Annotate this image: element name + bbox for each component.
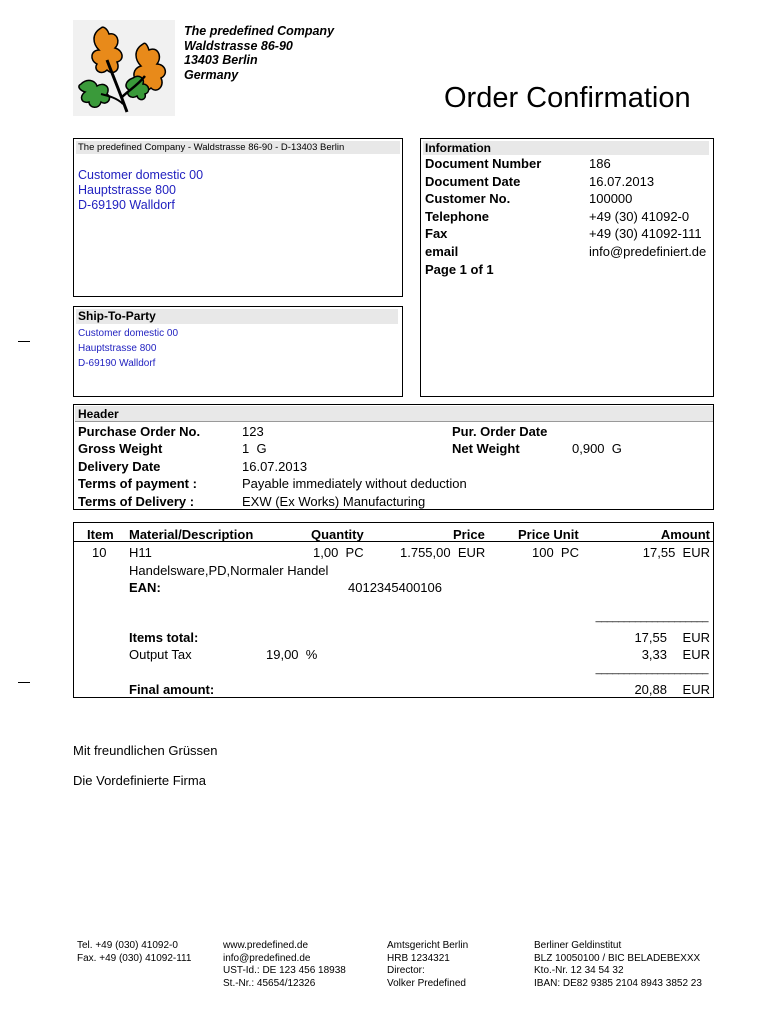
footer-hrb: HRB 1234321	[387, 952, 450, 964]
delivery-date-label: Delivery Date	[78, 459, 161, 474]
company-name: The predefined Company	[184, 24, 335, 38]
line-quantity: 1,00 PC	[313, 545, 364, 560]
footer-blz-bic: BLZ 10050100 / BIC BELADEBEXXX	[534, 952, 701, 964]
ship-to-heading: Ship-To-Party	[76, 309, 398, 324]
info-value-email: info@predefiniert.de	[589, 244, 707, 259]
footer-email: info@predefined.de	[223, 952, 311, 964]
delivery-date-value: 16.07.2013	[242, 459, 308, 474]
document-title: Order Confirmation	[444, 82, 691, 114]
col-item: Item	[87, 527, 114, 542]
information-box	[420, 138, 714, 397]
footer-vat-id: UST-Id.: DE 123 456 18938	[223, 965, 346, 976]
items-header-row	[74, 523, 713, 542]
company-city: 13403 Berlin	[184, 53, 258, 67]
sender-line: The predefined Company - Waldstrasse 86-90 - D-13403 Berlin	[76, 141, 400, 154]
info-label-document-number: Document Number	[425, 156, 542, 171]
col-material: Material/Description	[129, 527, 254, 542]
tax-label: Output Tax	[129, 647, 192, 662]
footer-website: www.predefined.de	[223, 940, 309, 951]
line-description: Handelsware,PD,Normaler Handel	[129, 563, 329, 578]
footer-fax: Fax. +49 (030) 41092-111	[77, 952, 192, 964]
net-weight-value: 0,900 G	[572, 441, 622, 456]
tax-rate: 19,00 %	[266, 647, 318, 662]
closing-greeting: Mit freundlichen Grüssen	[73, 743, 218, 758]
final-amount-value: 20,88	[634, 682, 667, 697]
items-total-value: 17,55	[634, 630, 667, 645]
gross-weight-label: Gross Weight	[78, 441, 163, 456]
footer-director-name: Volker Predefined	[387, 977, 466, 989]
line-material: H11	[129, 545, 152, 560]
line-price: 1.755,00 EUR	[400, 545, 486, 560]
closing-signature: Die Vordefinierte Firma	[73, 773, 206, 788]
info-label-telephone: Telephone	[425, 209, 490, 224]
subtotal-rule: ____________________	[595, 611, 708, 623]
footer-tax-no: St.-Nr.: 45654/12326	[223, 977, 316, 989]
fold-mark-bottom	[18, 682, 30, 683]
items-box	[73, 522, 714, 698]
delivery-terms-value: EXW (Ex Works) Manufacturing	[242, 494, 426, 509]
line-item: 10	[92, 545, 107, 560]
info-value-fax: +49 (30) 41092-111	[589, 226, 702, 241]
info-label-customer-no: Customer No.	[425, 191, 511, 206]
info-label-document-date: Document Date	[425, 174, 521, 189]
po-value: 123	[242, 424, 264, 439]
gross-weight-value: 1 G	[242, 441, 267, 456]
ship-to-street: Hauptstrasse 800	[78, 343, 157, 354]
col-price-unit: Price Unit	[518, 527, 579, 542]
tax-value: 3,33	[641, 647, 667, 662]
ship-to-address	[78, 326, 178, 371]
company-address	[184, 24, 334, 82]
info-value-document-date: 16.07.2013	[589, 174, 655, 189]
footer-iban: IBAN: DE82 9385 2104 8943 3852 23	[534, 977, 702, 989]
customer-city: D-69190 Walldorf	[78, 198, 175, 212]
info-value-document-number: 186	[589, 156, 611, 171]
customer-name: Customer domestic 00	[78, 168, 204, 182]
payment-terms-label: Terms of payment :	[78, 476, 197, 491]
col-amount: Amount	[660, 527, 710, 542]
final-amount-currency: EUR	[682, 682, 710, 697]
line-amount: 17,55 EUR	[642, 545, 710, 560]
fold-mark-top	[18, 341, 30, 342]
header-heading: Header	[75, 406, 713, 422]
line-price-unit: 100 PC	[532, 545, 579, 560]
footer-court: Amtsgericht Berlin	[387, 940, 469, 951]
customer-address	[78, 168, 203, 213]
final-amount-label: Final amount:	[129, 682, 215, 697]
delivery-terms-label: Terms of Delivery :	[78, 494, 195, 509]
net-weight-label: Net Weight	[452, 441, 520, 456]
footer-director-label: Director:	[387, 965, 425, 976]
total-rule: ____________________	[595, 663, 708, 675]
payment-terms-value: Payable immediately without deduction	[242, 476, 467, 491]
items-total-currency: EUR	[682, 630, 710, 645]
company-country: Germany	[184, 67, 239, 82]
ean-label: EAN:	[129, 580, 161, 595]
info-value-telephone: +49 (30) 41092-0	[589, 209, 690, 224]
ship-to-city: D-69190 Walldorf	[78, 358, 156, 369]
page-number: Page 1 of 1	[425, 262, 494, 277]
footer-bank	[534, 940, 702, 990]
col-price: Price	[453, 527, 485, 542]
footer-bank-name: Berliner Geldinstitut	[534, 940, 622, 951]
footer-contact	[77, 940, 191, 965]
ship-to-name: Customer domestic 00	[78, 328, 179, 339]
footer-phone: Tel. +49 (030) 41092-0	[77, 940, 178, 951]
po-label: Purchase Order No.	[78, 424, 201, 439]
footer-registry	[387, 940, 468, 990]
ship-to-box	[73, 306, 403, 397]
items-total-label: Items total:	[129, 630, 199, 645]
tax-currency: EUR	[682, 647, 710, 662]
address-box	[73, 138, 403, 297]
company-logo	[73, 20, 175, 116]
footer-web	[223, 940, 346, 990]
col-quantity: Quantity	[311, 527, 364, 542]
po-date-label: Pur. Order Date	[452, 424, 548, 439]
info-label-fax: Fax	[425, 226, 448, 241]
ean-value: 4012345400106	[348, 580, 442, 595]
customer-street: Hauptstrasse 800	[78, 183, 176, 197]
header-box	[73, 404, 714, 510]
footer-account: Kto.-Nr. 12 34 54 32	[534, 965, 624, 976]
company-street: Waldstrasse 86-90	[184, 38, 293, 53]
info-label-email: email	[425, 244, 459, 259]
info-value-customer-no: 100000	[589, 191, 633, 206]
information-heading: Information	[423, 141, 709, 155]
